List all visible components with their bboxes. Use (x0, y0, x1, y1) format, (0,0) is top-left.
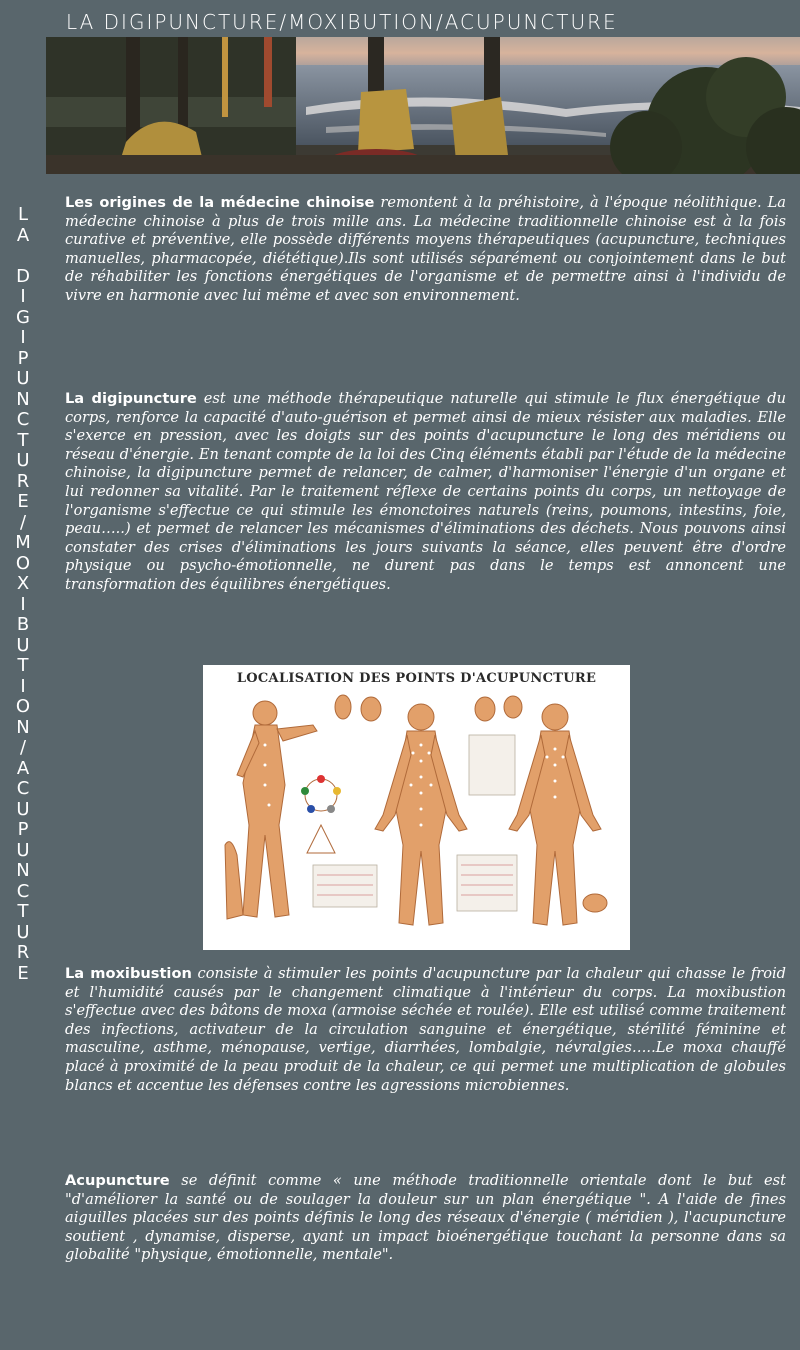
vertical-title-char: T (17, 655, 29, 676)
section-text: se définit comme « une méthode traditionnelle orientale dont le but est "d'améliorer la santé ou de soulager la douleur sur un plan énergétique ". A l'aide de fines aiguilles placées sur des points définis le long des réseaux d'énergie ( méridien ), l'acupuncture soutient , dynamise, disperse, ayant un impact bioénergétique touchant la personne dans sa globalité "physique, émotionnelle, mentale". (65, 1172, 786, 1264)
vertical-title-char: U (16, 368, 30, 389)
vertical-title-char: U (16, 798, 30, 820)
beach-sunset-image (46, 37, 800, 174)
vertical-title-char: C (16, 778, 30, 799)
vertical-title-char: O (15, 552, 31, 574)
vertical-title-char: / (19, 511, 27, 533)
vertical-title-char: I (20, 675, 26, 697)
vertical-title-char: I (20, 327, 26, 348)
section-lead: Les origines de la médecine chinoise (65, 194, 375, 211)
section-acupuncture (65, 1172, 786, 1265)
section-origines (65, 194, 786, 306)
vertical-title-char: G (16, 306, 30, 328)
vertical-title-char: X (16, 573, 30, 594)
page-title: LA DIGIPUNCTURE/MOXIBUTION/ACUPUNCTURE (66, 10, 618, 34)
vertical-title-char: M (15, 532, 31, 553)
vertical-title-char: A (16, 757, 30, 779)
vertical-title-char (10, 246, 36, 267)
vertical-title-char: U (16, 921, 30, 943)
acupuncture-points-illustration (203, 665, 630, 950)
vertical-title-char: P (17, 819, 29, 840)
acupuncture-poster (203, 665, 630, 950)
vertical-title-char: D (16, 265, 30, 287)
vertical-title-char: N (16, 716, 30, 738)
vertical-title-char: B (16, 614, 30, 635)
vertical-title-char: P (17, 347, 29, 369)
vertical-title-char: C (16, 880, 30, 902)
poster-title: LOCALISATION DES POINTS D'ACUPUNCTURE (236, 671, 597, 686)
vertical-title-char: T (17, 901, 29, 922)
banner-photo (46, 37, 800, 174)
vertical-title-char: I (20, 286, 26, 307)
vertical-title-char: T (17, 429, 29, 451)
vertical-title-char: R (16, 470, 30, 492)
vertical-title-char: O (15, 696, 31, 717)
section-digipuncture (65, 390, 786, 595)
section-lead: La digipuncture (65, 390, 197, 407)
vertical-title-char: L (17, 204, 29, 225)
vertical-title-char: E (17, 962, 29, 984)
vertical-title-char: N (16, 388, 30, 410)
vertical-title-char: U (16, 634, 30, 656)
section-lead: Acupuncture (65, 1172, 170, 1189)
vertical-title-char: E (17, 491, 29, 512)
section-text: remontent à la préhistoire, à l'époque néolithique. La médecine chinoise à plus de trois mille ans. La médecine traditionnelle chinoise est à la fois curative et préventive, elle possède différents moyens thérapeutiques (acupuncture, techniques manuelles, pharmacopée, diététique).Ils sont utilisés séparément ou conjointement dans le but de réhabiliter les fonctions énergétiques de l'organisme et de permettre ainsi à l'individu de vivre en harmonie avec lui même et avec son environnement. (65, 194, 786, 304)
vertical-title-char: C (16, 409, 30, 430)
vertical-title-char: I (20, 593, 26, 615)
vertical-title-char: A (16, 224, 30, 246)
vertical-title-char: / (19, 737, 27, 758)
section-moxibustion (65, 965, 786, 1095)
vertical-title-char: U (16, 839, 30, 861)
section-text: consiste à stimuler les points d'acupuncture par la chaleur qui chasse le froid et l'humidité causés par le changement climatique à l'intérieur du corps. La moxibustion s'effectue avec des bâtons de moxa (armoise séchée et roulée). Elle est utilisé comme traitement des infections, activateur de la circulation sanguine et énergétique, stérilité féminine et masculine, asthme, ménopause, vertige, diarrhées, lombalgie, névralgies…..Le moxa chauffé placé à proximité de la peau produit de la chaleur, ce qui permet une multiplication de globules blancs et accentue les défenses contre les agressions microbiennes. (65, 965, 786, 1094)
section-lead: La moxibustion (65, 965, 192, 982)
vertical-title-char: R (16, 942, 30, 963)
vertical-title-char: U (16, 450, 30, 471)
vertical-title-char: N (16, 860, 30, 881)
vertical-title (10, 205, 36, 984)
section-text: est une méthode thérapeutique naturelle qui stimule le flux énergétique du corps, renforce la capacité d'auto-guérison et permet ainsi de mieux résister aux maladies. Elle s'exerce en pression, avec les doigts sur des points d'acupuncture le long des méridiens ou réseau d'énergie. En tenant compte de la loi des Cinq éléments établi par l'étude de la médecine chinoise, la digipuncture permet de relancer, de calmer, d'harmoniser l'énergie d'un organe et lui redonner sa vitalité. Par le traitement réflexe de certains points du corps, un nettoyage de l'organisme s'effectue ce qui stimule les émonctoires naturels (reins, poumons, intestins, foie, peau…..) et permet de relancer les mécanismes d'éliminations des déchets. Nous pouvons ainsi constater des crises d'éliminations les jours suivants la séance, elles peuvent être d'ordre physique ou psycho-émotionnelle, ne durent pas dans le temps est annoncent une transformation des équilibres énergétiques. (65, 390, 787, 593)
